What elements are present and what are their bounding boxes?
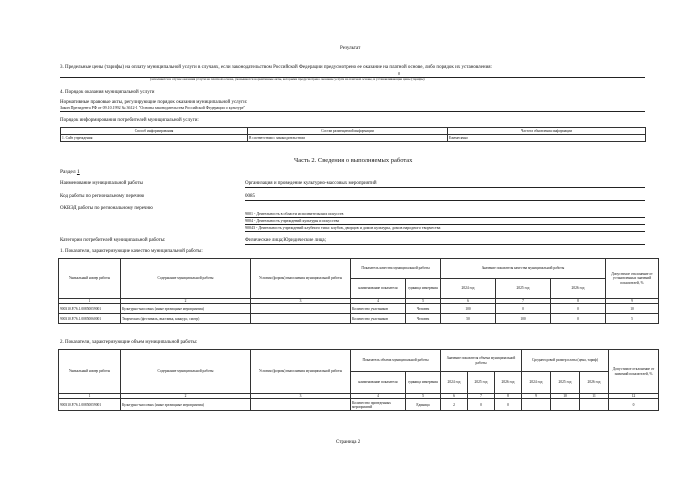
divider	[245, 244, 645, 245]
okved-item: 9004 - Деятельность учреждений культуры и искусства	[245, 218, 340, 223]
value-2024: 100	[441, 304, 496, 314]
norm-acts-value: Закон Президента РФ от 09.10.1992 № 3612-1 "Основы законодательства Российской Федерации о культуре"	[60, 105, 246, 110]
volume-header-year: 2025 год	[468, 372, 495, 394]
indicator-unit: Единица	[406, 399, 441, 411]
quality-header-values: Значение показателя качества муниципальной работы	[441, 259, 606, 279]
value-2025: 100	[496, 314, 551, 324]
column-number: 3	[251, 394, 351, 399]
section3-text: 3. Предельные цены (тарифы) на оплату муниципальной услуги в случаях, если законодательством Российской Федерации предусмотрено ее оказание на платной основе, либо порядок их установления:	[60, 65, 492, 70]
volume-header-indicator-name: наименование показателя	[351, 372, 406, 394]
column-number: 5	[406, 299, 441, 304]
column-number: 11	[580, 394, 609, 399]
divider	[245, 187, 645, 188]
quality-header-content: Содержание муниципальной работы	[121, 259, 251, 299]
page-footer: Страница 2	[336, 440, 361, 445]
indicator-unit: Человек	[406, 304, 441, 314]
column-number: 3	[251, 299, 351, 304]
inform-label: Порядок информирования потребителей муниципальной услуги:	[60, 118, 199, 123]
value-2025: 0	[468, 399, 495, 411]
inform-cell: Ежемесячно	[448, 135, 646, 142]
volume-header-year: 2026 год	[495, 372, 522, 394]
work-code: 900310.Р.76.1.00850059001	[59, 399, 121, 411]
quality-header-unique: Уникальный номер работы	[59, 259, 121, 299]
norm-acts-label: Нормативные правовые акты, регулирующие порядок оказания муниципальной услуги:	[60, 100, 248, 105]
value-2025: 0	[496, 304, 551, 314]
volume-header-year: 2024 год	[522, 372, 551, 394]
column-number: 2	[121, 394, 251, 399]
price-2025	[551, 399, 580, 411]
value-2026: 0	[551, 314, 606, 324]
volume-header-values: Значение показателя объема муниципальной работы	[441, 350, 522, 372]
quality-header-indicator-name: наименование показателя	[351, 279, 406, 299]
column-number: 10	[551, 394, 580, 399]
work-code: 900310.Р.76.1.00850059001	[59, 304, 121, 314]
volume-table	[58, 349, 659, 411]
volume-header-year: 2024 год	[441, 372, 468, 394]
table-row	[59, 314, 659, 324]
inform-header: Состав размещаемой информации	[248, 128, 448, 135]
okved-label: ОКВЭД работы по региональному перечню	[60, 206, 153, 211]
volume-header-indicator: Показатель объема муниципальной работы	[351, 350, 441, 372]
category-value: Физические лица;Юридические лица;	[245, 238, 327, 243]
column-number: 2	[121, 299, 251, 304]
work-code: 900310.Р.76.1.00850060001	[59, 314, 121, 324]
deviation: 10	[606, 304, 659, 314]
razdel-number: 1	[76, 169, 80, 175]
column-number: 7	[496, 299, 551, 304]
razdel	[60, 170, 80, 176]
work-name-value: Организация и проведение культурно-массовых мероприятий	[245, 181, 377, 186]
deviation: 5	[606, 314, 659, 324]
column-number: 12	[609, 394, 659, 399]
column-number: 9	[606, 299, 659, 304]
table-row	[59, 399, 659, 411]
section3-mark: 0	[398, 71, 400, 76]
column-number: 6	[441, 394, 468, 399]
column-number: 8	[495, 394, 522, 399]
quality-header-conditions: Условия (формы) выполнения муниципальной работы	[251, 259, 351, 299]
volume-header-unique: Уникальный номер работы	[59, 350, 121, 394]
razdel-label: Раздел	[60, 169, 76, 175]
column-number: 1	[59, 299, 121, 304]
column-number: 5	[406, 394, 441, 399]
value-2024: 2	[441, 399, 468, 411]
divider	[245, 231, 645, 232]
work-conditions	[251, 399, 351, 411]
column-number: 1	[59, 394, 121, 399]
volume-header-year: 2026 год	[580, 372, 609, 394]
table-row	[59, 304, 659, 314]
part2-title: Часть 2. Сведения о выполняемых работах	[294, 157, 413, 164]
volume-header-unit: единица измерения	[406, 372, 441, 394]
code-label: Код работы по региональному перечню	[60, 194, 145, 199]
volume-header-content: Содержание муниципальной работы	[121, 350, 251, 394]
column-number: 9	[522, 394, 551, 399]
value-2026: 0	[495, 399, 522, 411]
quality-table	[58, 258, 659, 324]
okved-item: 90043 - Деятельность учреждений клубного типа: клубов, дворцов и домов культуры, домов народного творчества	[245, 225, 441, 230]
column-number: 4	[351, 299, 406, 304]
result-heading: Результат	[340, 46, 361, 51]
work-name-label: Наименование муниципальной работы	[60, 181, 143, 186]
work-conditions	[251, 314, 351, 324]
column-number: 8	[551, 299, 606, 304]
indicator-unit: Человек	[406, 314, 441, 324]
column-number: 4	[351, 394, 406, 399]
inform-header: Частота обновления информации	[448, 128, 646, 135]
indicator-name: Количество участников	[351, 314, 406, 324]
inform-header: Способ информирования	[61, 128, 248, 135]
work-content: Культурно-массовых (иные зрелищные мероприятия)	[121, 399, 251, 411]
quality-header-year: 2024 год	[441, 279, 496, 299]
price-2026	[580, 399, 609, 411]
section4-title: 4. Порядок оказания муниципальной услуги	[60, 90, 155, 95]
inform-table	[60, 127, 646, 142]
deviation: 0	[609, 399, 659, 411]
quality-header-year: 2026 год	[551, 279, 606, 299]
indicator-name: Количество проведенных мероприятий	[351, 399, 406, 411]
indicator-name: Количество участников	[351, 304, 406, 314]
category-label: Категории потребителей муниципальной работы:	[60, 238, 166, 243]
volume-header-price: Среднегодовой размер платы (цена, тариф)	[522, 350, 609, 372]
quality-header-indicator: Показатель качества муниципальной работы	[351, 259, 441, 279]
value-2024: 50	[441, 314, 496, 324]
work-content: Творческих (фестиваль, выставка, конкурс, смотр)	[121, 314, 251, 324]
column-number: 6	[441, 299, 496, 304]
quality-title: 1. Показатели, характеризующие качество муниципальной работы:	[60, 249, 203, 254]
volume-title: 2. Показатели, характеризующие объем муниципальной работы:	[60, 340, 198, 345]
value-2026: 0	[551, 304, 606, 314]
volume-header-conditions: Условия (формы) выполнения муниципальной работы	[251, 350, 351, 394]
inform-cell: В соответствии с законодательством	[248, 135, 448, 142]
work-content: Культурно-массовых (иные зрелищные мероприятия)	[121, 304, 251, 314]
column-number: 7	[468, 394, 495, 399]
quality-header-deviation: Допустимое отклонение от установленных значений показателей, %	[606, 259, 659, 299]
price-2024	[522, 399, 551, 411]
volume-header-deviation: Допустимое отклонение от значений показателей, %	[609, 350, 659, 394]
code-value: 0085	[245, 194, 255, 199]
work-conditions	[251, 304, 351, 314]
quality-header-unit: единица измерения	[406, 279, 441, 299]
quality-header-year: 2025 год	[496, 279, 551, 299]
volume-header-year: 2025 год	[551, 372, 580, 394]
inform-cell: 1. Сайт учреждения	[61, 135, 248, 142]
divider	[245, 200, 645, 201]
divider	[60, 111, 645, 112]
okved-item: 9001 - Деятельность в области исполнительских искусств	[245, 211, 344, 216]
section3-footnote: (заполняется в случае оказания услуги на платной основе, указываются нормативные акты, которыми предусмотрено оказание услуги на платной основе, и устанавливающие цены (тарифы)	[150, 77, 425, 81]
